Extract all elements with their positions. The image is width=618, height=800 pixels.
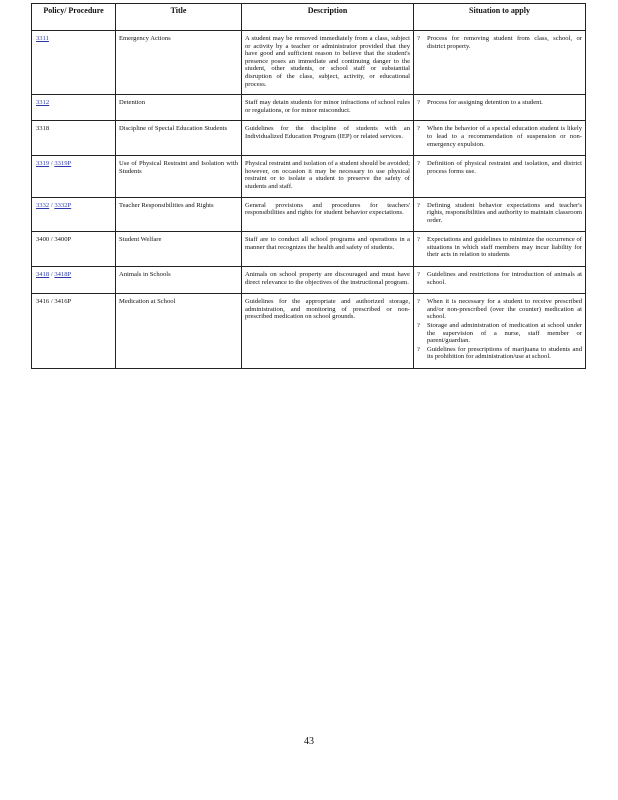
policy-title-cell: Detention: [116, 95, 242, 121]
policy-table-sheet: [31, 3, 585, 369]
policy-link-3332p[interactable]: 3332P: [54, 201, 72, 209]
policy-title-cell: Student Welfare: [116, 232, 242, 267]
table-row: [32, 197, 586, 232]
table-row: [32, 31, 586, 95]
bullet-icon: ?: [417, 322, 420, 330]
situation-list: [417, 202, 582, 225]
header-title: Title: [116, 4, 242, 31]
bullet-icon: ?: [417, 271, 420, 279]
table-header-row: [32, 4, 586, 31]
situation-text: When the behavior of a special education student is likely to lead to a recommendation of suspension or non-emergency expulsion.: [427, 125, 582, 148]
policy-situation-cell: [414, 156, 586, 197]
table-body: [32, 31, 586, 369]
situation-text: Process for removing student from class, school, or district property.: [427, 35, 582, 50]
policy-number: 3416 / 3416P: [36, 298, 72, 306]
situation-text: Storage and administration of medication at school under the supervision of a nurse, staff member or parent/guardian.: [427, 322, 582, 345]
policy-number-cell: [32, 294, 116, 369]
situation-item: [417, 322, 582, 345]
policy-situation-cell: [414, 197, 586, 232]
policy-situation-cell: [414, 232, 586, 267]
policy-description-cell: Animals on school property are discouraged and must have direct relevance to the objectives of the instructional program.: [242, 267, 414, 294]
policy-number-cell: [32, 232, 116, 267]
situation-text: Expectations and guidelines to minimize the occurrence of situations in which staff members may incur liability for their acts in relation to students: [427, 236, 582, 259]
situation-list: [417, 271, 582, 286]
situation-text: Guidelines and restrictions for introduction of animals at school.: [427, 271, 582, 286]
situation-list: [417, 160, 582, 175]
policy-title-cell: Discipline of Special Education Students: [116, 121, 242, 156]
bullet-icon: ?: [417, 125, 420, 133]
policy-situation-cell: [414, 121, 586, 156]
header-description: Description: [242, 4, 414, 31]
bullet-icon: ?: [417, 160, 420, 168]
table-row: [32, 121, 586, 156]
situation-item: [417, 202, 582, 225]
policy-situation-cell: [414, 31, 586, 95]
situation-item: [417, 35, 582, 50]
policy-title-cell: Use of Physical Restraint and Isolation with Students: [116, 156, 242, 197]
policy-link-3332[interactable]: 3332: [36, 201, 50, 209]
situation-list: [417, 125, 582, 148]
header-policy: Policy/ Procedure: [32, 4, 116, 31]
table-row: [32, 156, 586, 197]
policy-link-3312[interactable]: 3312: [36, 99, 50, 107]
situation-list: [417, 298, 582, 361]
policy-link-3319p[interactable]: 3319P: [54, 160, 72, 168]
situation-list: [417, 35, 582, 50]
policy-number: 3318: [36, 125, 50, 133]
policy-description-cell: Physical restraint and isolation of a student should be avoided; however, on occasion it may be necessary to use physical restraint or to isolate a student to preserve the safety of students and staff.: [242, 156, 414, 197]
policy-title-cell: Teacher Responsibilities and Rights: [116, 197, 242, 232]
policy-description-cell: A student may be removed immediately from a class, subject or activity by a teacher or administrator provided that they have good and sufficient reason to believe that the student's presence poses an immediate and continuing danger to the student, other students, or school staff or substantial disruption of the class, subject, activity, or educational process.: [242, 31, 414, 95]
policy-number-cell: 3418 / 3418P: [32, 267, 116, 294]
policy-description-cell: Guidelines for the appropriate and authorized storage, administration, and monitoring of prescribed or non-prescribed medication on school grounds.: [242, 294, 414, 369]
situation-text: Definition of physical restraint and isolation, and district process forms use.: [427, 160, 582, 175]
policy-number-cell: 3332 / 3332P: [32, 197, 116, 232]
policy-number-cell: 3319 / 3319P: [32, 156, 116, 197]
table-row: [32, 232, 586, 267]
header-situation: Situation to apply: [414, 4, 586, 31]
policy-number-cell: [32, 31, 116, 95]
policy-link-3311[interactable]: 3311: [36, 35, 49, 42]
situation-item: [417, 160, 582, 175]
bullet-icon: ?: [417, 345, 420, 353]
policy-title-cell: Medication at School: [116, 294, 242, 369]
situation-text: Guidelines for prescriptions of marijuana to students and its prohibition for administration/use at school.: [427, 345, 582, 361]
policy-title-cell: Animals in Schools: [116, 267, 242, 294]
policy-situation-cell: [414, 95, 586, 121]
situation-item: [417, 99, 582, 107]
table-row: [32, 294, 586, 369]
situation-text: Process for assigning detention to a student.: [427, 99, 543, 107]
policy-number-cell: [32, 121, 116, 156]
situation-item: [417, 125, 582, 148]
bullet-icon: ?: [417, 99, 420, 107]
policy-link-3319[interactable]: 3319: [36, 160, 50, 168]
policy-description-cell: General provisions and procedures for teachers' responsibilities and rights for student behavior expectations.: [242, 197, 414, 232]
policy-situation-cell: [414, 267, 586, 294]
bullet-icon: ?: [417, 236, 420, 244]
situation-list: [417, 236, 582, 259]
policy-number: 3400 / 3400P: [36, 236, 72, 244]
table-row: [32, 267, 586, 294]
bullet-icon: ?: [417, 298, 420, 306]
policy-number-cell: [32, 95, 116, 121]
situation-list: [417, 99, 582, 107]
policy-description-cell: Staff may detain students for minor infractions of school rules or regulations, or for minor misconduct.: [242, 95, 414, 121]
situation-item: [417, 298, 582, 321]
policy-table: [31, 3, 586, 369]
policy-link-3418p[interactable]: 3418P: [54, 271, 72, 279]
policy-description-cell: Guidelines for the discipline of students with an Individualized Education Program (IEP) or related services.: [242, 121, 414, 156]
policy-situation-cell: [414, 294, 586, 369]
situation-item: [417, 236, 582, 259]
bullet-icon: ?: [417, 201, 420, 209]
situation-text: Defining student behavior expectations and teacher's rights, responsibilities and authority to maintain classroom order.: [427, 201, 582, 224]
situation-item: [417, 271, 582, 286]
policy-description-cell: Staff are to conduct all school programs and operations in a manner that recognizes the health and safety of students.: [242, 232, 414, 267]
policy-title-cell: Emergency Actions: [116, 31, 242, 95]
bullet-icon: ?: [417, 35, 420, 42]
table-row: [32, 95, 586, 121]
situation-text: When it is necessary for a student to receive prescribed and/or non-prescribed (over the counter) medication at school.: [427, 298, 582, 321]
situation-item: [417, 346, 582, 361]
policy-link-3418[interactable]: 3418: [36, 271, 50, 279]
page-number: 43: [304, 736, 314, 747]
